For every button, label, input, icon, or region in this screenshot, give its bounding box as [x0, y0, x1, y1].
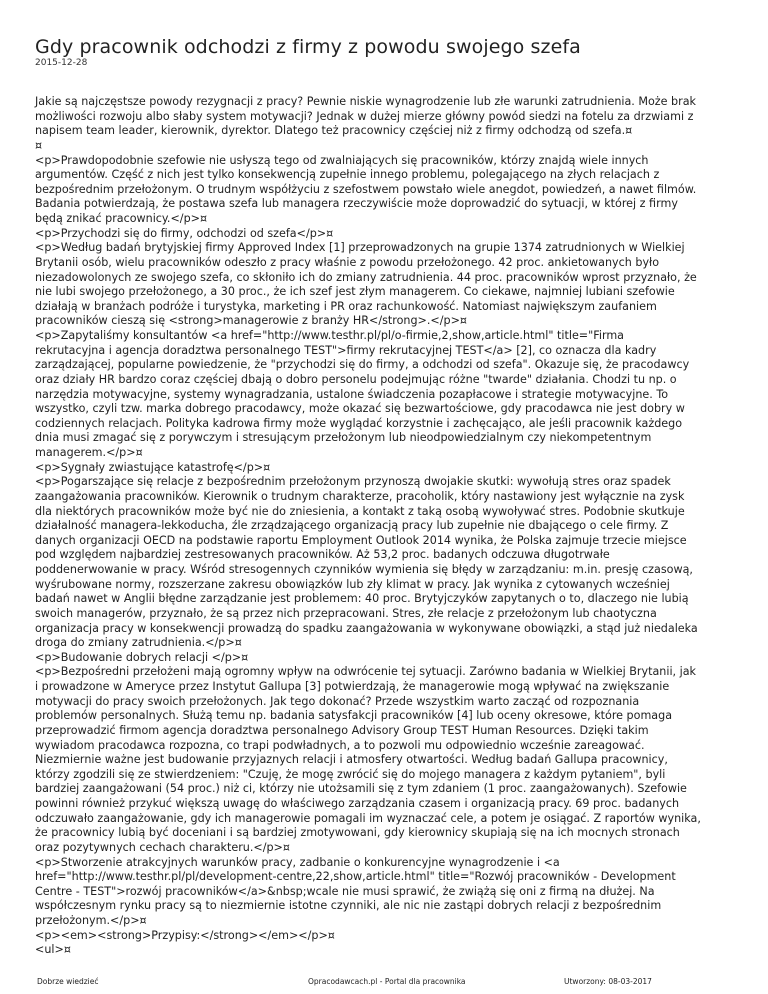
text-line: <p>Prawdopodobnie szefowie nie usłyszą tego od zwalniających się pracowników, którzy znajdą wiele innych [35, 153, 649, 167]
text-line: <p>Według badań brytyjskiej firmy Approved Index [1] przeprowadzonych na grupie 1374 zatrudnionych w Wielkiej [35, 241, 685, 255]
text-line: nie lubi swojego przełożonego, a 30 proc., że ich szef jest złym managerem. Co ciekawe, najmniej lubiani szefowie [35, 285, 675, 299]
text-line: Jakie są najczęstsze powody rezygnacji z pracy? Pewnie niskie wynagrodzenie lub złe warunki zatrudnienia. Może brak [35, 95, 696, 108]
text-line: Niezmiernie ważne jest budowanie przyjaznych relacji i atmosfery otwartości. Według badań Gallupa pracownicy, [35, 753, 668, 767]
text-line: odczuwało zaangażowanie, gdy ich managerowie pomagali im wyznaczać cele, a potem je osiągać. Z raportów wynika, [35, 811, 701, 825]
text-line: możliwości rozwoju albo słaby system motywacji? Jednak w dużej mierze główny powód siedzi na fotelu za drzwiami z [35, 109, 694, 123]
text-line: droga do zmiany zatrudnienia.</p>¤ [35, 636, 242, 650]
text-line: którzy zgodzili się ze stwierdzeniem: "Czuję, że mogę zwrócić się do mojego managera z każdym pytaniem", byli [35, 767, 666, 781]
text-line: problemów personalnych. Służą temu np. badania satysfakcji pracowników [4] lub oceny okresowe, które pomaga [35, 709, 673, 723]
text-line: niezadowolonych ze swojego szefa, co skłoniło ich do zmiany zatrudnienia. 44 proc. pracowników wprost przyznało, że [35, 270, 697, 284]
text-line: bardziej zaangażowani (54 proc.) niż ci, którzy nie utożsamili się z tym zdaniem (1 proc. zaangażowanych). Szefowie [35, 782, 687, 796]
text-line: narzędzia motywacyjne, systemy wynagradzania, ustalone świadczenia pozapłacowe i strategie motywacyjne. To [35, 387, 669, 401]
footer-category: Dobrze wiedzieć [37, 977, 99, 986]
text-line: działają w branżach podróże i turystyka, marketing i PR oraz rachunkowość. Natomiast największym zaufaniem [35, 299, 657, 313]
text-line: Badania potwierdzają, że postawa szefa lub managera rzeczywiście może doprowadzić do sytuacji, w której z firmy [35, 197, 678, 211]
text-line: rekrutacyjna i agencja doradztwa personalnego TEST">firmy rekrutacyjnej TEST</a> [2], co oznacza dla kadry [35, 343, 657, 357]
text-line: powinni również przykuć większą uwagę do właściwego zarządzania czasem i organizacją pracy. 69 proc. badanych [35, 797, 680, 810]
text-line: oraz pozytywnych cechach charakteru.</p>¤ [35, 840, 290, 854]
text-line: pracowników cieszą się <strong>managerowie z branży HR</strong>.</p>¤ [35, 314, 468, 328]
text-line: ¤ [35, 138, 43, 152]
text-line: argumentów. Część z nich jest tylko konsekwencją zupełnie innego problemu, polegającego na złych relacjach z [35, 168, 660, 182]
text-line: współczesnym rynku pracy są to niezmiernie istotne czynniki, ale nic nie zastąpi dobrych relacji z bezpośrednim [35, 899, 662, 913]
document-date: 2015-12-28 [35, 58, 88, 68]
text-line: <p>Stworzenie atrakcyjnych warunków pracy, zadbanie o konkurencyjne wynagrodzenie i <a [35, 855, 560, 869]
text-line: <p><em><strong>Przypisy:</strong></em></p>¤ [35, 928, 335, 942]
text-line: <p>Bezpośredni przełożeni mają ogromny wpływ na odwrócenie tej sytuacji. Zarówno badania w Wielkiej Brytanii, jak [35, 665, 697, 679]
text-line: <p>Przychodzi się do firmy, odchodzi od szefa</p>¤ [35, 226, 334, 240]
text-line: oraz działy HR bardzo coraz częściej dbają o dobro personelu podejmując różne "twarde" działania. Chodzi tu np. o [35, 372, 677, 386]
text-line: <p>Zapytaliśmy konsultantów <a href="http://www.testhr.pl/pl/o-firmie,2,show,article.html" title="Firma [35, 329, 625, 342]
text-line: działalność managera-lekkoducha, źle zrządzającego organizacją pracy lub zupełnie nie dbającego o cele firmy. Z [35, 519, 669, 533]
footer-site: Opracodawcach.pl - Portal dla pracownika [308, 977, 466, 986]
footer-created-date: Utworzony: 08-03-2017 [564, 977, 652, 986]
text-line: badań nawet w Anglii błędne zarządzanie jest problemem: 40 proc. Brytyjczyków zapytanych o to, dlaczego nie lubią [35, 592, 689, 606]
text-line: będą znikać pracownicy.</p>¤ [35, 212, 208, 225]
text-line: poddenerwowanie w pracy. Wśród stresogennych czynników wymienia się błędy w zarządzaniu: m.in. presję czasową, [35, 563, 693, 576]
text-line: pod względem najbardziej zestresowanych pracowników. Aż 53,2 proc. badanych odczuwa długotrwałe [35, 548, 610, 562]
text-line: Brytanii osób, wielu pracowników odeszło z pracy właśnie z powodu przełożonego. 42 proc. ankietowanych było [35, 255, 660, 269]
text-line: i prowadzone w Ameryce przez Instytut Gallupa [3] potwierdzają, że managerowie mogą wpływać na zwiększanie [35, 680, 670, 693]
text-line: danych organizacji OECD na podstawie raportu Employment Outlook 2014 wynika, że Polska zajmuje trzecie miejsce [35, 533, 687, 547]
text-line: Centre - TEST">rozwój pracowników</a>&nbsp;wcale nie musi sprawić, że zwiążą się oni z firmą na dłużej. Na [35, 884, 655, 898]
text-line: <p>Pogarszające się relacje z bezpośrednim przełożonym przynoszą dwojakie skutki: wywołują stres oraz spadek [35, 475, 671, 489]
text-line: <ul>¤ [35, 943, 71, 957]
text-line: że pracownicy lubią być doceniani i są bardziej zmotywowani, gdy kierownicy skupiają się na ich mocnych stronach [35, 826, 680, 840]
text-line: wszystko, czyli tzw. marka dobrego pracodawcy, może okazać się bezwartościowe, gdy pracodawca nie jest dobry w [35, 402, 685, 416]
text-line: zarządzającej, popularne powiedzenie, że "przychodzi się do firmy, a odchodzi od szefa". Okazuje się, że pracodawcy [35, 358, 690, 372]
text-line: managerem.</p>¤ [35, 446, 143, 459]
text-line: dnia musi zmagać się z porywczym i stresującym przełożonym lub nieodpowiedzialnym czy niekompetentnym [35, 431, 652, 445]
text-line: napisem team leader, kierownik, dyrektor. Dlatego też pracownicy częściej niż z firmy odchodzą od szefa.¤ [35, 124, 633, 138]
text-line: wywiadom pracodawca rozpozna, co trapi podwładnych, a to pozwoli mu odpowiednio wcześnie zareagować. [35, 738, 645, 752]
text-line: <p>Sygnały zwiastujące katastrofę</p>¤ [35, 460, 271, 474]
text-line: wyśrubowane normy, rozszerzane zakresu obowiązków lub zły klimat w pracy. Jak wynika z cytowanych wcześniej [35, 577, 670, 591]
text-line: <p>Budowanie dobrych relacji </p>¤ [35, 650, 249, 664]
text-line: przeprowadzić firmom agencja doradztwa personalnego Advisory Group TEST Human Resources. Dzięki takim [35, 723, 649, 737]
text-line: href="http://www.testhr.pl/pl/development-centre,22,show,article.html" title="Rozwój pracowników - Development [35, 870, 676, 884]
page-footer [0, 977, 768, 991]
text-line: codziennych relacjach. Polityka kadrowa firmy może wyglądać korzystnie i zachęcająco, ale jeśli pracownik każdego [35, 416, 683, 430]
text-line: przełożonym.</p>¤ [35, 914, 147, 927]
text-line: bezpośrednim przełożonym. O trudnym współżyciu z szefostwem powstało wiele anegdot, powiedzeń, a nawet filmów. [35, 182, 697, 196]
text-line: zaangażowania pracowników. Kierownik o trudnym charakterze, pracoholik, który nastawiony jest wyłącznie na zysk [35, 489, 685, 503]
document-body [35, 95, 757, 958]
text-line: dla niektórych pracowników może być nie do zniesienia, a kontakt z taką osobą wywoływać stres. Podobnie skutkuje [35, 504, 685, 518]
text-line: organizacja pracy w konsekwencji prowadzą do spadku zaangażowania w wykonywane obowiązki, a stąd już niedaleka [35, 621, 698, 635]
document-title: Gdy pracownik odchodzi z firmy z powodu swojego szefa [35, 36, 581, 58]
text-line: motywacji do pracy swoich przełożonych. Jak tego dokonać? Przede wszystkim warto zacząć od rozpoznania [35, 694, 640, 708]
text-line: swoich managerów, przyznało, że są przez nich przepracowani. Stres, złe relacje z przełożonym lub chaotyczna [35, 606, 657, 620]
